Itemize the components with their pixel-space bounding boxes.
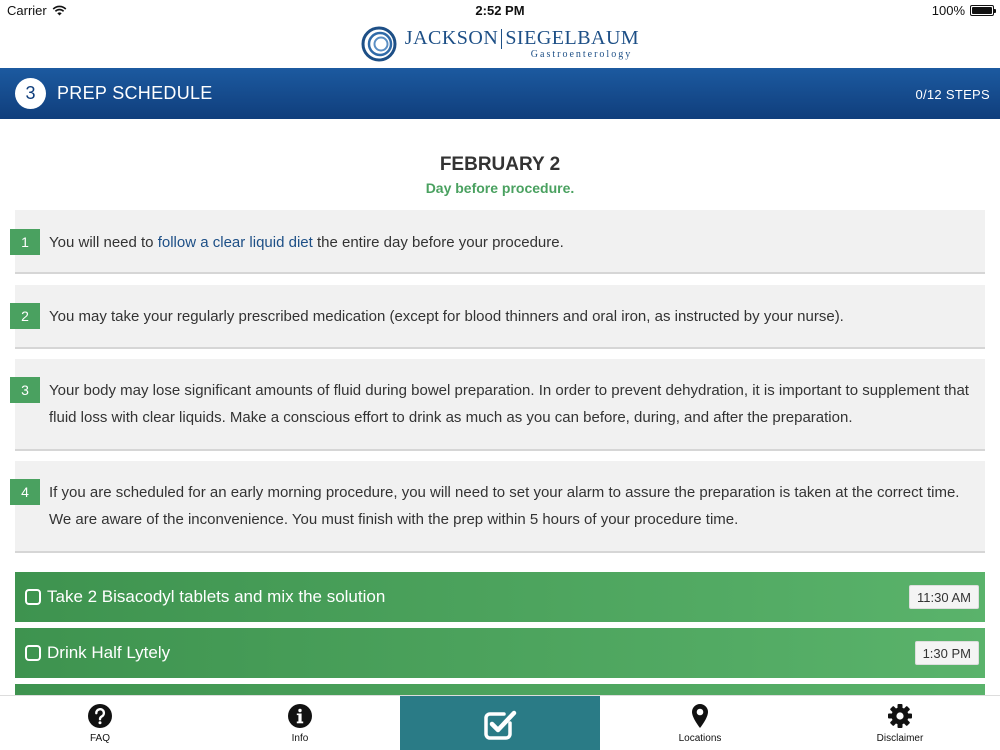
logo-bar bbox=[0, 20, 1000, 68]
carrier-label: Carrier bbox=[7, 3, 47, 18]
tab-prep-schedule[interactable] bbox=[400, 696, 600, 750]
battery-icon bbox=[970, 5, 994, 16]
task-checkbox[interactable] bbox=[25, 645, 41, 661]
prep-task[interactable] bbox=[15, 628, 985, 678]
section-header bbox=[0, 68, 1000, 119]
tab-label: Disclaimer bbox=[876, 733, 924, 744]
instruction-text bbox=[49, 229, 975, 256]
map-pin-icon bbox=[687, 703, 713, 729]
tab-info[interactable] bbox=[200, 696, 400, 750]
brand-logo bbox=[361, 26, 639, 62]
task-checkbox[interactable] bbox=[25, 589, 41, 605]
tab-label: Info bbox=[291, 733, 309, 744]
tab-locations[interactable] bbox=[600, 696, 800, 750]
instruction-text: Your body may lose significant amounts of fluid during bowel preparation. In order to prevent dehydration, it is important to supplement that fluid loss with clear liquids. Make a conscious effort to drink as much as you can before, during, and after the preparation. bbox=[49, 382, 969, 426]
instruction-card bbox=[15, 285, 985, 349]
instruction-text-end: the entire day before your procedure. bbox=[312, 234, 564, 251]
tab-label: Locations bbox=[678, 733, 722, 744]
info-circle-icon bbox=[287, 703, 313, 729]
instruction-text: You may take your regularly prescribed medication (except for blood thinners and oral iron, as instructed by your nurse). bbox=[49, 308, 844, 325]
tab-disclaimer[interactable] bbox=[800, 696, 1000, 750]
tab-label: FAQ bbox=[89, 733, 110, 744]
clock: 2:52 PM bbox=[475, 3, 525, 18]
tab-faq[interactable] bbox=[0, 696, 200, 750]
instruction-text-start: You will need to bbox=[49, 234, 158, 251]
logo-name-left: JACKSON bbox=[404, 26, 499, 49]
task-time-badge: 1:30 PM bbox=[915, 641, 979, 665]
instruction-number: 2 bbox=[10, 303, 40, 329]
schedule-subtitle: Day before procedure. bbox=[425, 180, 575, 196]
instruction-number: 3 bbox=[10, 377, 40, 403]
tab-bar bbox=[0, 695, 1000, 750]
step-number-badge: 3 bbox=[15, 78, 46, 109]
instruction-number: 4 bbox=[10, 479, 40, 505]
schedule-content[interactable] bbox=[0, 119, 1000, 695]
schedule-date: FEBRUARY 2 bbox=[439, 154, 561, 175]
task-time-badge: 11:30 AM bbox=[909, 585, 979, 609]
prep-task-partial[interactable] bbox=[15, 684, 985, 695]
instruction-card bbox=[15, 210, 985, 274]
prep-task[interactable] bbox=[15, 572, 985, 622]
checkbox-checked-icon bbox=[482, 706, 518, 742]
clear-liquid-diet-link[interactable]: follow a clear liquid diet bbox=[157, 234, 313, 251]
instruction-card bbox=[15, 461, 985, 553]
logo-name-right: SIEGELBAUM bbox=[505, 26, 640, 49]
instruction-text: If you are scheduled for an early morning procedure, you will need to set your alarm to assure the preparation is taken at the correct time. We are aware of the inconvenience. You must finish with the prep within 5 hours of your procedure time. bbox=[49, 484, 960, 528]
logo-swirl-icon bbox=[361, 26, 397, 62]
page-title: PREP SCHEDULE bbox=[57, 83, 213, 103]
steps-progress: 0/12 STEPS bbox=[915, 87, 990, 102]
battery-percent: 100% bbox=[931, 3, 965, 18]
task-label: Take 2 Bisacodyl tablets and mix the solution bbox=[47, 587, 386, 606]
status-bar bbox=[0, 0, 1000, 20]
gear-icon bbox=[887, 703, 913, 729]
task-label: Drink Half Lytely bbox=[47, 643, 171, 662]
instruction-number: 1 bbox=[10, 229, 40, 255]
logo-subtitle: Gastroenterology bbox=[530, 49, 633, 61]
instruction-card bbox=[15, 359, 985, 451]
question-circle-icon bbox=[87, 703, 113, 729]
